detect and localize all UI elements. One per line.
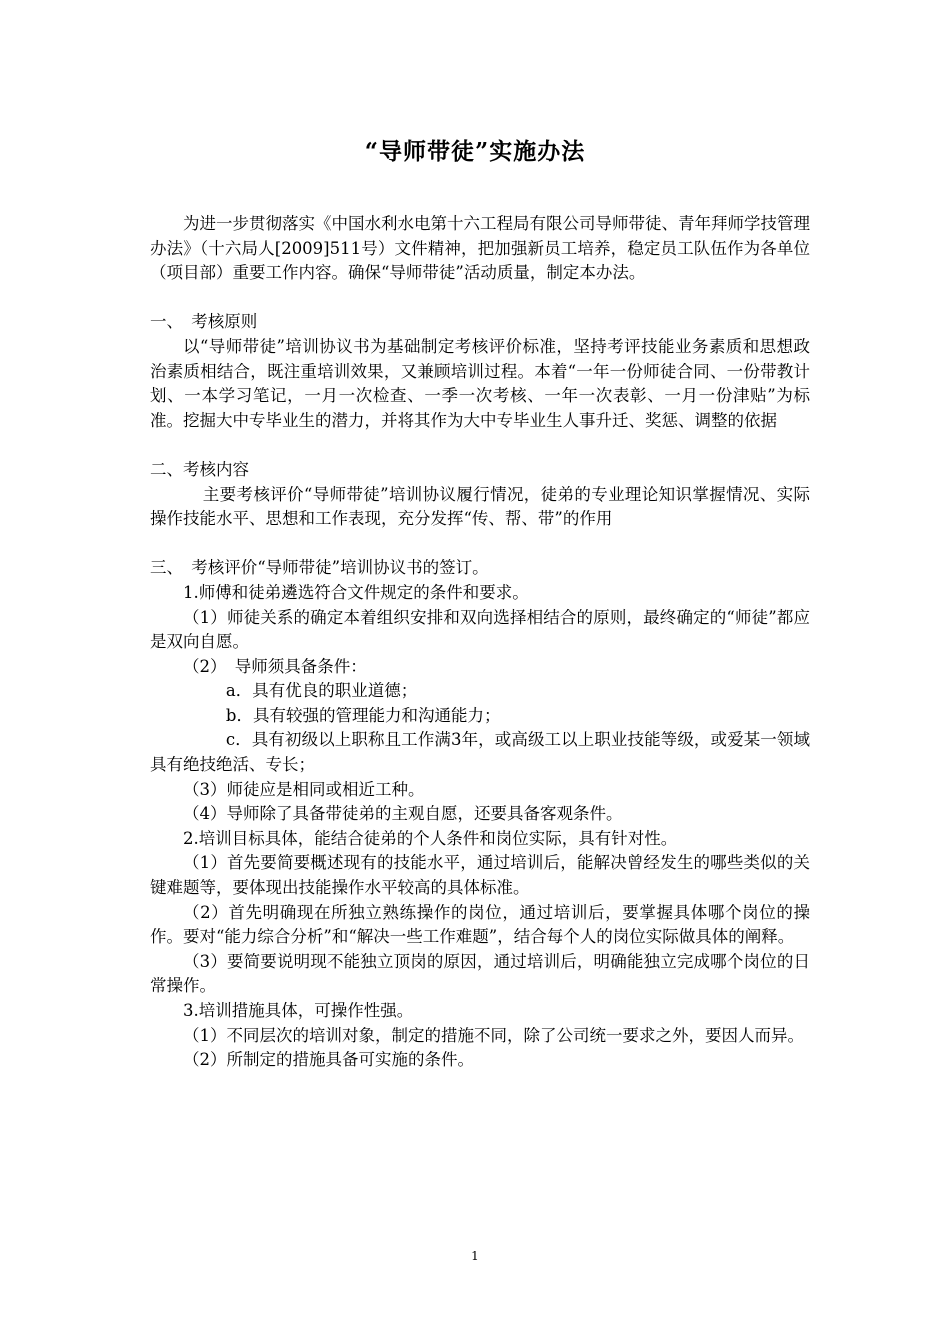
paragraph-gap bbox=[150, 532, 810, 557]
document-body bbox=[150, 212, 810, 1073]
document-title: “导师带徒”实施办法 bbox=[364, 138, 586, 165]
page-number: 1 bbox=[471, 1249, 479, 1263]
list-item: b．具有较强的管理能力和沟通能力； bbox=[225, 705, 501, 725]
list-item: 2.培训目标具体，能结合徒弟的个人条件和岗位实际，具有针对性。 bbox=[183, 828, 678, 848]
section-heading-3: 三、 考核评价“导师带徒”培训协议书的签订。 bbox=[150, 558, 489, 578]
paragraph-gap bbox=[150, 433, 810, 458]
intro-paragraph: 为进一步贯彻落实《中国水利水电第十六工程局有限公司导师带徒、青年拜师学技管理办法》（十六局人[2009]511号）文件精神，把加强新员工培养，稳定员工队伍作为各单位（项目部）重要工作内容。确保“导师带徒”活动质量，制定本办法。 bbox=[150, 214, 810, 283]
list-item: （3）师徒应是相同或相近工种。 bbox=[183, 779, 425, 799]
list-item: （3）要简要说明现不能独立顶岗的原因，通过培训后，明确能独立完成哪个岗位的日常操作。 bbox=[150, 951, 810, 996]
section-heading-2: 二、考核内容 bbox=[150, 459, 249, 479]
section-2-paragraph: 主要考核评价“导师带徒”培训协议履行情况，徒弟的专业理论知识掌握情况、实际操作技能水平、思想和工作表现，充分发挥“传、帮、带”的作用 bbox=[150, 484, 810, 529]
section-1-paragraph: 以“导师带徒”培训协议书为基础制定考核评价标准，坚持考评技能业务素质和思想政治素质相结合，既注重培训效果，又兼顾培训过程。本着“一年一份师徒合同、一份带教计划、一本学习笔记，一月一次检查、一季一次考核、一年一次表彰、一月一份津贴”为标准。挖掘大中专毕业生的潜力，并将其作为大中专毕业生人事升迁、奖惩、调整的依据 bbox=[150, 336, 810, 430]
list-item: （1）首先要简要概述现有的技能水平，通过培训后，能解决曾经发生的哪些类似的关键难题等，要体现出技能操作水平较高的具体标准。 bbox=[150, 853, 810, 898]
list-item: （4）导师除了具备带徒弟的主观自愿，还要具备客观条件。 bbox=[183, 804, 623, 824]
section-heading-1: 一、 考核原则 bbox=[150, 312, 258, 332]
list-item: 3.培训措施具体，可操作性强。 bbox=[183, 1001, 414, 1020]
list-item: （2）首先明确现在所独立熟练操作的岗位，通过培训后，要掌握具体哪个岗位的操作。要对“能力综合分析”和“解决一些工作难题”，结合每个人的岗位实际做具体的阐释。 bbox=[150, 902, 810, 947]
list-item: （1）不同层次的培训对象，制定的措施不同，除了公司统一要求之外，要因人而异。 bbox=[183, 1025, 804, 1045]
list-item: a．具有优良的职业道德； bbox=[225, 681, 418, 701]
paragraph-gap bbox=[150, 286, 810, 311]
list-item: （1）师徒关系的确定本着组织安排和双向选择相结合的原则，最终确定的“师徒”都应是双向自愿。 bbox=[150, 607, 810, 652]
list-item: （2）所制定的措施具备可实施的条件。 bbox=[183, 1050, 474, 1070]
list-item: （2） 导师须具备条件： bbox=[183, 656, 367, 676]
list-item: c．具有初级以上职称且工作满3年，或高级工以上职业技能等级，或爱某一领域具有绝技绝活、专长； bbox=[150, 730, 810, 775]
list-item: 1.师傅和徒弟遴选符合文件规定的条件和要求。 bbox=[183, 582, 529, 602]
